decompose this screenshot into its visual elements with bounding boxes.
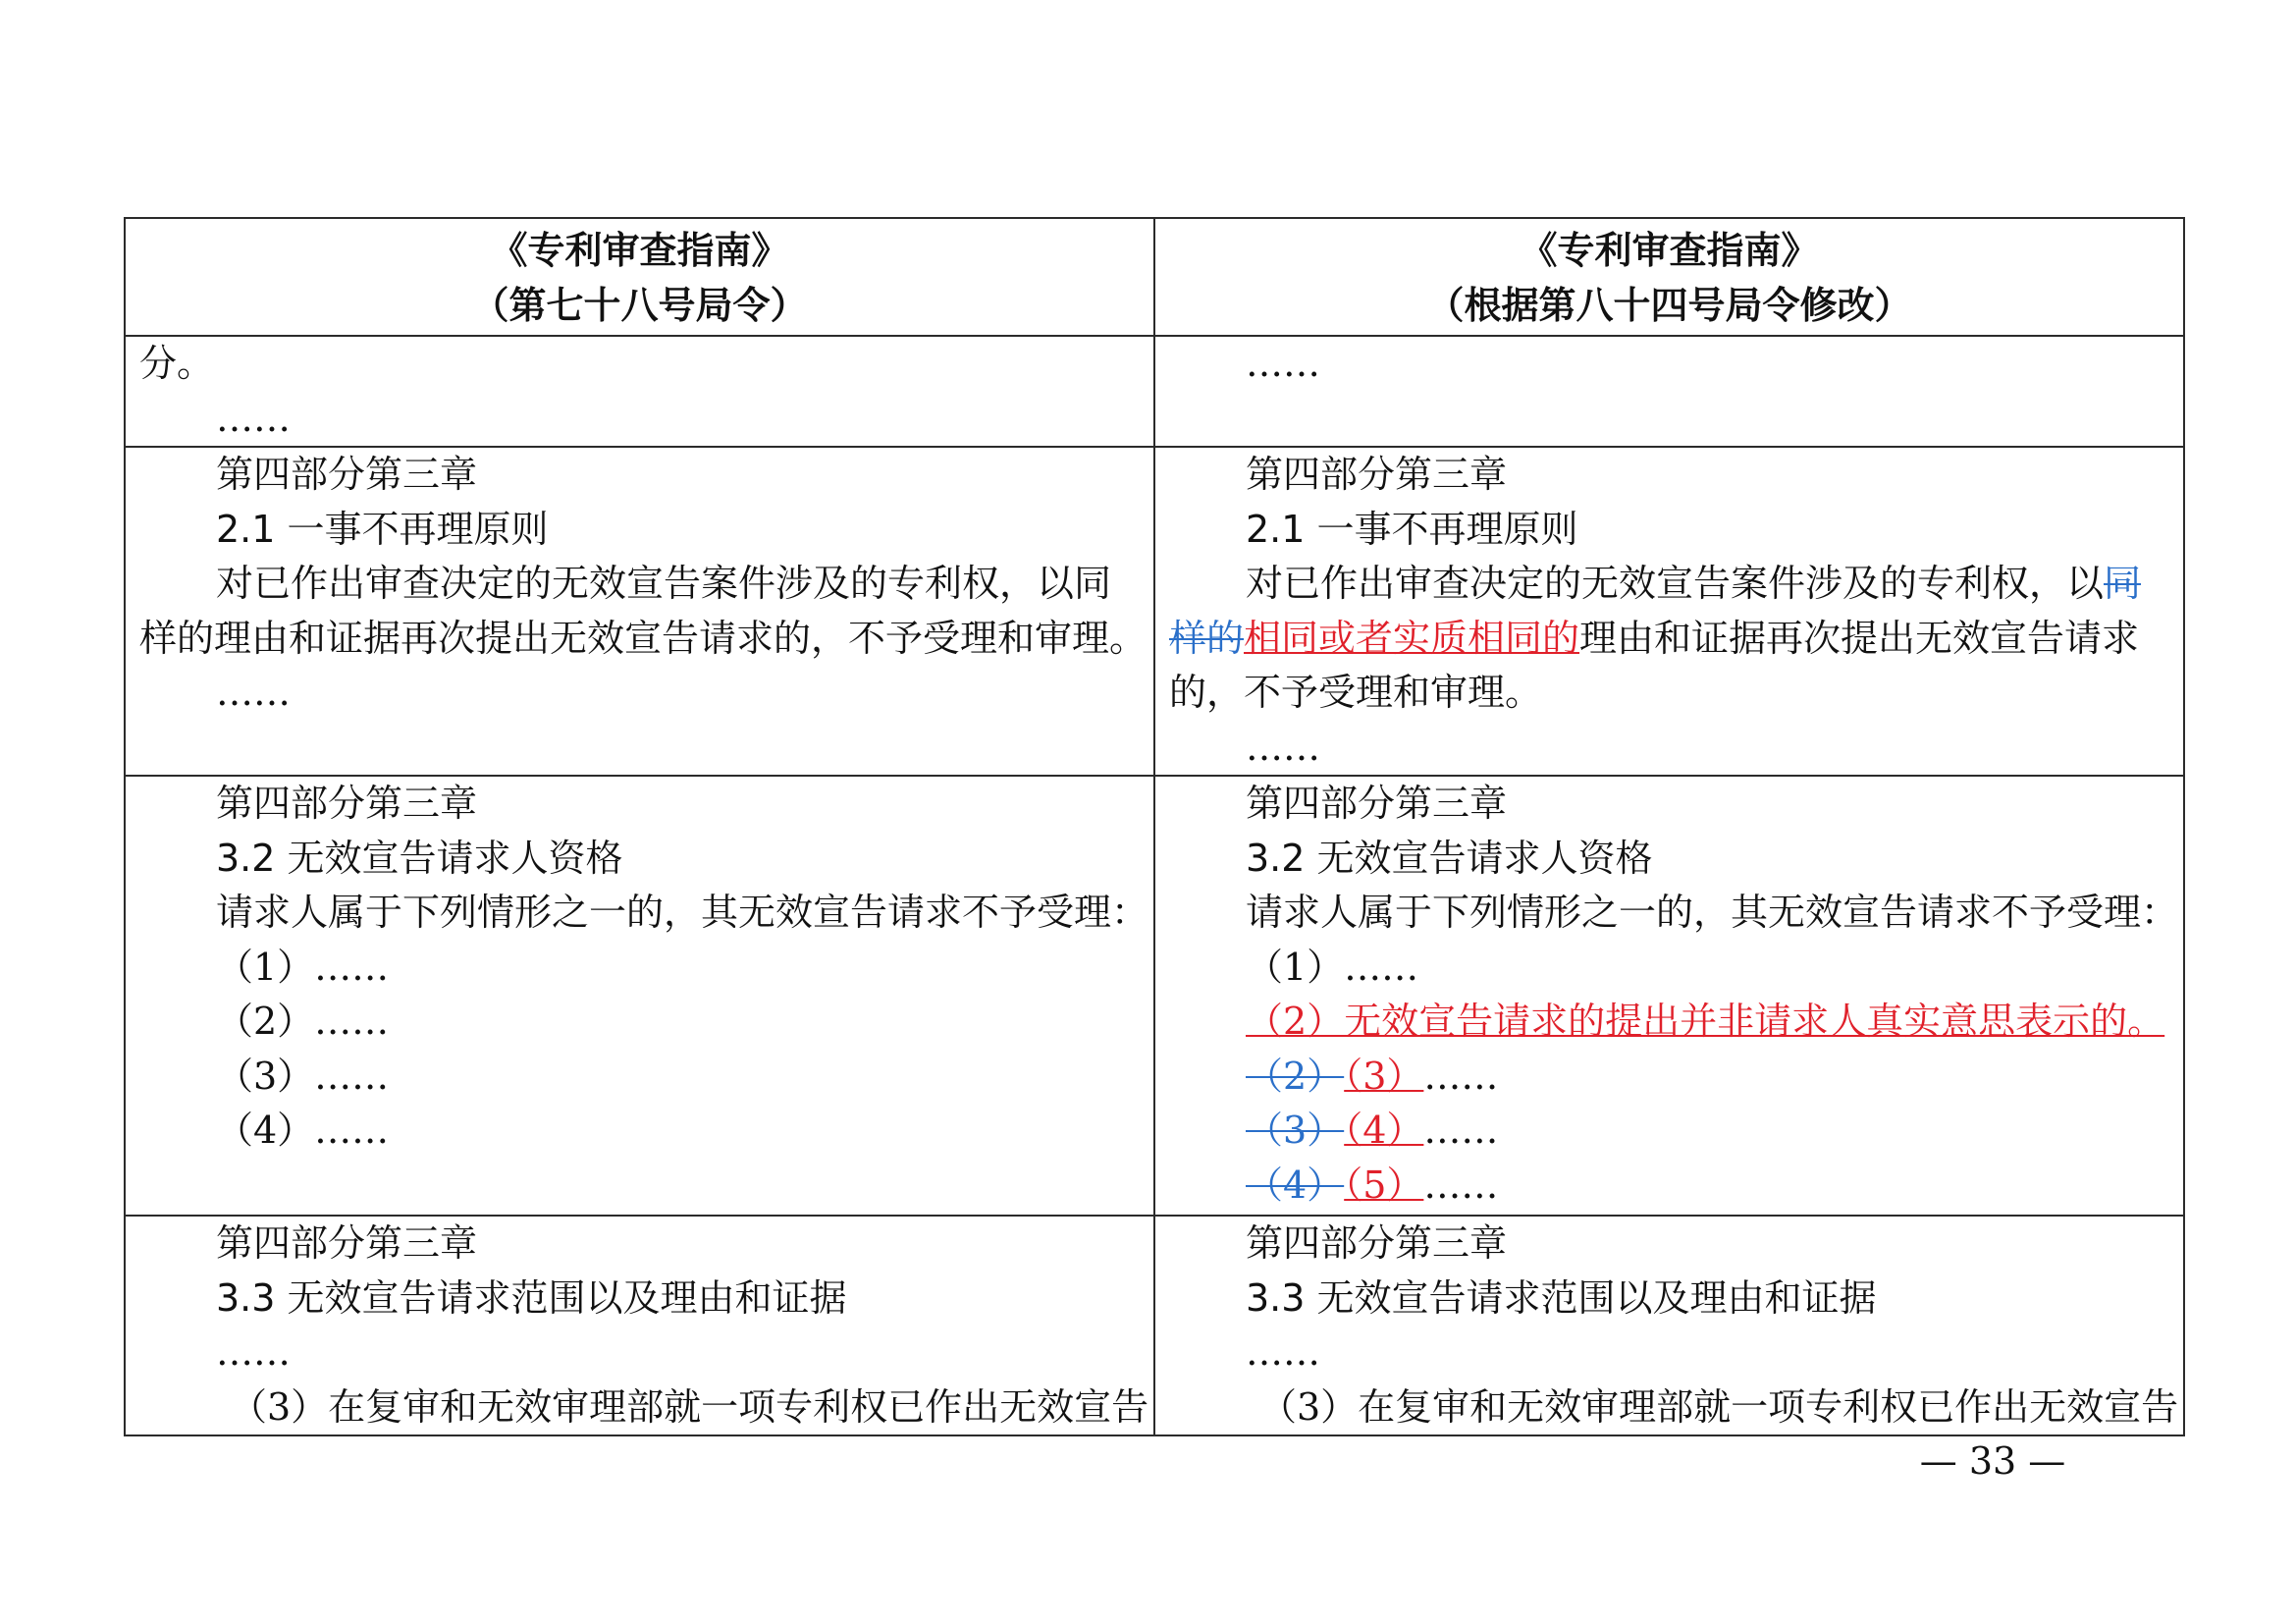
text-segment: …… bbox=[1423, 1054, 1499, 1098]
right-cell bbox=[1154, 776, 2184, 1216]
inserted-text: （4） bbox=[1344, 1109, 1424, 1152]
section-heading: 3.3 无效宣告请求范围以及理由和证据 bbox=[1246, 1275, 1877, 1320]
right-header-subtitle: （根据第八十四号局令修改） bbox=[1426, 284, 1912, 327]
text-line: 样的理由和证据再次提出无效宣告请求的，不予受理和审理。 bbox=[139, 616, 1148, 660]
deleted-text: （3） bbox=[1246, 1109, 1345, 1152]
deleted-text: 样的 bbox=[1169, 616, 1245, 660]
left-cell bbox=[125, 336, 1154, 447]
text-line: 请求人属于下列情形之一的，其无效宣告请求不予受理： bbox=[216, 891, 1149, 934]
right-cell bbox=[1154, 447, 2184, 776]
table-row bbox=[125, 1216, 2184, 1435]
chapter-heading: 第四部分第三章 bbox=[1246, 453, 1508, 496]
section-heading: 3.2 无效宣告请求人资格 bbox=[1246, 836, 1653, 880]
text-line: 分。 bbox=[139, 342, 215, 385]
deleted-text: （2） bbox=[1246, 1054, 1345, 1098]
list-item: （1）…… bbox=[216, 945, 390, 989]
inserted-text: 相同或者实质相同的 bbox=[1244, 616, 1580, 660]
inserted-text: （3） bbox=[1344, 1054, 1424, 1098]
list-item bbox=[1169, 1104, 2169, 1159]
ellipsis: …… bbox=[1246, 725, 1320, 769]
ellipsis: …… bbox=[1246, 342, 1320, 385]
table-row bbox=[125, 447, 2184, 776]
ellipsis: …… bbox=[216, 671, 291, 714]
section-heading: 3.3 无效宣告请求范围以及理由和证据 bbox=[216, 1275, 847, 1320]
text-line bbox=[1169, 612, 2169, 667]
comparison-table bbox=[124, 217, 2185, 1436]
table-row bbox=[125, 776, 2184, 1216]
left-header-title: 《专利审查指南》 bbox=[490, 229, 789, 272]
left-cell bbox=[125, 447, 1154, 776]
list-item bbox=[1169, 1050, 2169, 1105]
ellipsis: …… bbox=[216, 396, 291, 440]
list-item: （3）…… bbox=[216, 1054, 390, 1098]
deleted-text: 同 bbox=[2104, 562, 2142, 605]
left-header-subtitle: （第七十八号局令） bbox=[471, 284, 808, 327]
table-row bbox=[125, 336, 2184, 447]
text-segment: 理由和证据再次提出无效宣告请求 bbox=[1579, 616, 2140, 660]
text-segment: …… bbox=[1423, 1163, 1499, 1207]
text-line: 的，不予受理和审理。 bbox=[1169, 671, 1543, 714]
text-line: 请求人属于下列情形之一的，其无效宣告请求不予受理： bbox=[1246, 891, 2179, 934]
left-cell bbox=[125, 776, 1154, 1216]
chapter-heading: 第四部分第三章 bbox=[1246, 1221, 1508, 1265]
text-line: 对已作出审查决定的无效宣告案件涉及的专利权，以同 bbox=[216, 562, 1112, 605]
text-segment: 对已作出审查决定的无效宣告案件涉及的专利权，以 bbox=[1246, 562, 2105, 605]
list-item: （1）…… bbox=[1246, 945, 1419, 989]
ellipsis: …… bbox=[216, 1330, 291, 1374]
list-item bbox=[1169, 1159, 2169, 1214]
text-segment: …… bbox=[1423, 1109, 1499, 1152]
list-item: （2）…… bbox=[216, 1000, 390, 1043]
chapter-heading: 第四部分第三章 bbox=[216, 453, 478, 496]
right-cell bbox=[1154, 1216, 2184, 1435]
ellipsis: …… bbox=[1246, 1330, 1320, 1374]
text-line: （3）在复审和无效审理部就一项专利权已作出无效宣告 bbox=[230, 1384, 1149, 1429]
header-row bbox=[125, 218, 2184, 336]
right-header-cell bbox=[1154, 218, 2184, 336]
chapter-heading: 第四部分第三章 bbox=[1246, 782, 1508, 825]
deleted-text: （4） bbox=[1246, 1163, 1345, 1207]
chapter-heading: 第四部分第三章 bbox=[216, 782, 478, 825]
inserted-text: （5） bbox=[1344, 1163, 1424, 1207]
right-cell bbox=[1154, 336, 2184, 447]
chapter-heading: 第四部分第三章 bbox=[216, 1221, 478, 1265]
inserted-text: （2）无效宣告请求的提出并非请求人真实意思表示的。 bbox=[1246, 1000, 2165, 1043]
text-line: （3）在复审和无效审理部就一项专利权已作出无效宣告 bbox=[1259, 1384, 2179, 1429]
section-heading: 2.1 一事不再理原则 bbox=[216, 507, 549, 551]
right-header-title: 《专利审查指南》 bbox=[1520, 229, 1819, 272]
left-cell bbox=[125, 1216, 1154, 1435]
left-header-cell bbox=[125, 218, 1154, 336]
list-item bbox=[1169, 995, 2169, 1050]
text-line bbox=[1169, 557, 2169, 612]
page-number: — 33 — bbox=[1919, 1439, 2066, 1483]
list-item: （4）…… bbox=[216, 1109, 390, 1152]
section-heading: 2.1 一事不再理原则 bbox=[1246, 507, 1578, 551]
section-heading: 3.2 无效宣告请求人资格 bbox=[216, 836, 623, 880]
